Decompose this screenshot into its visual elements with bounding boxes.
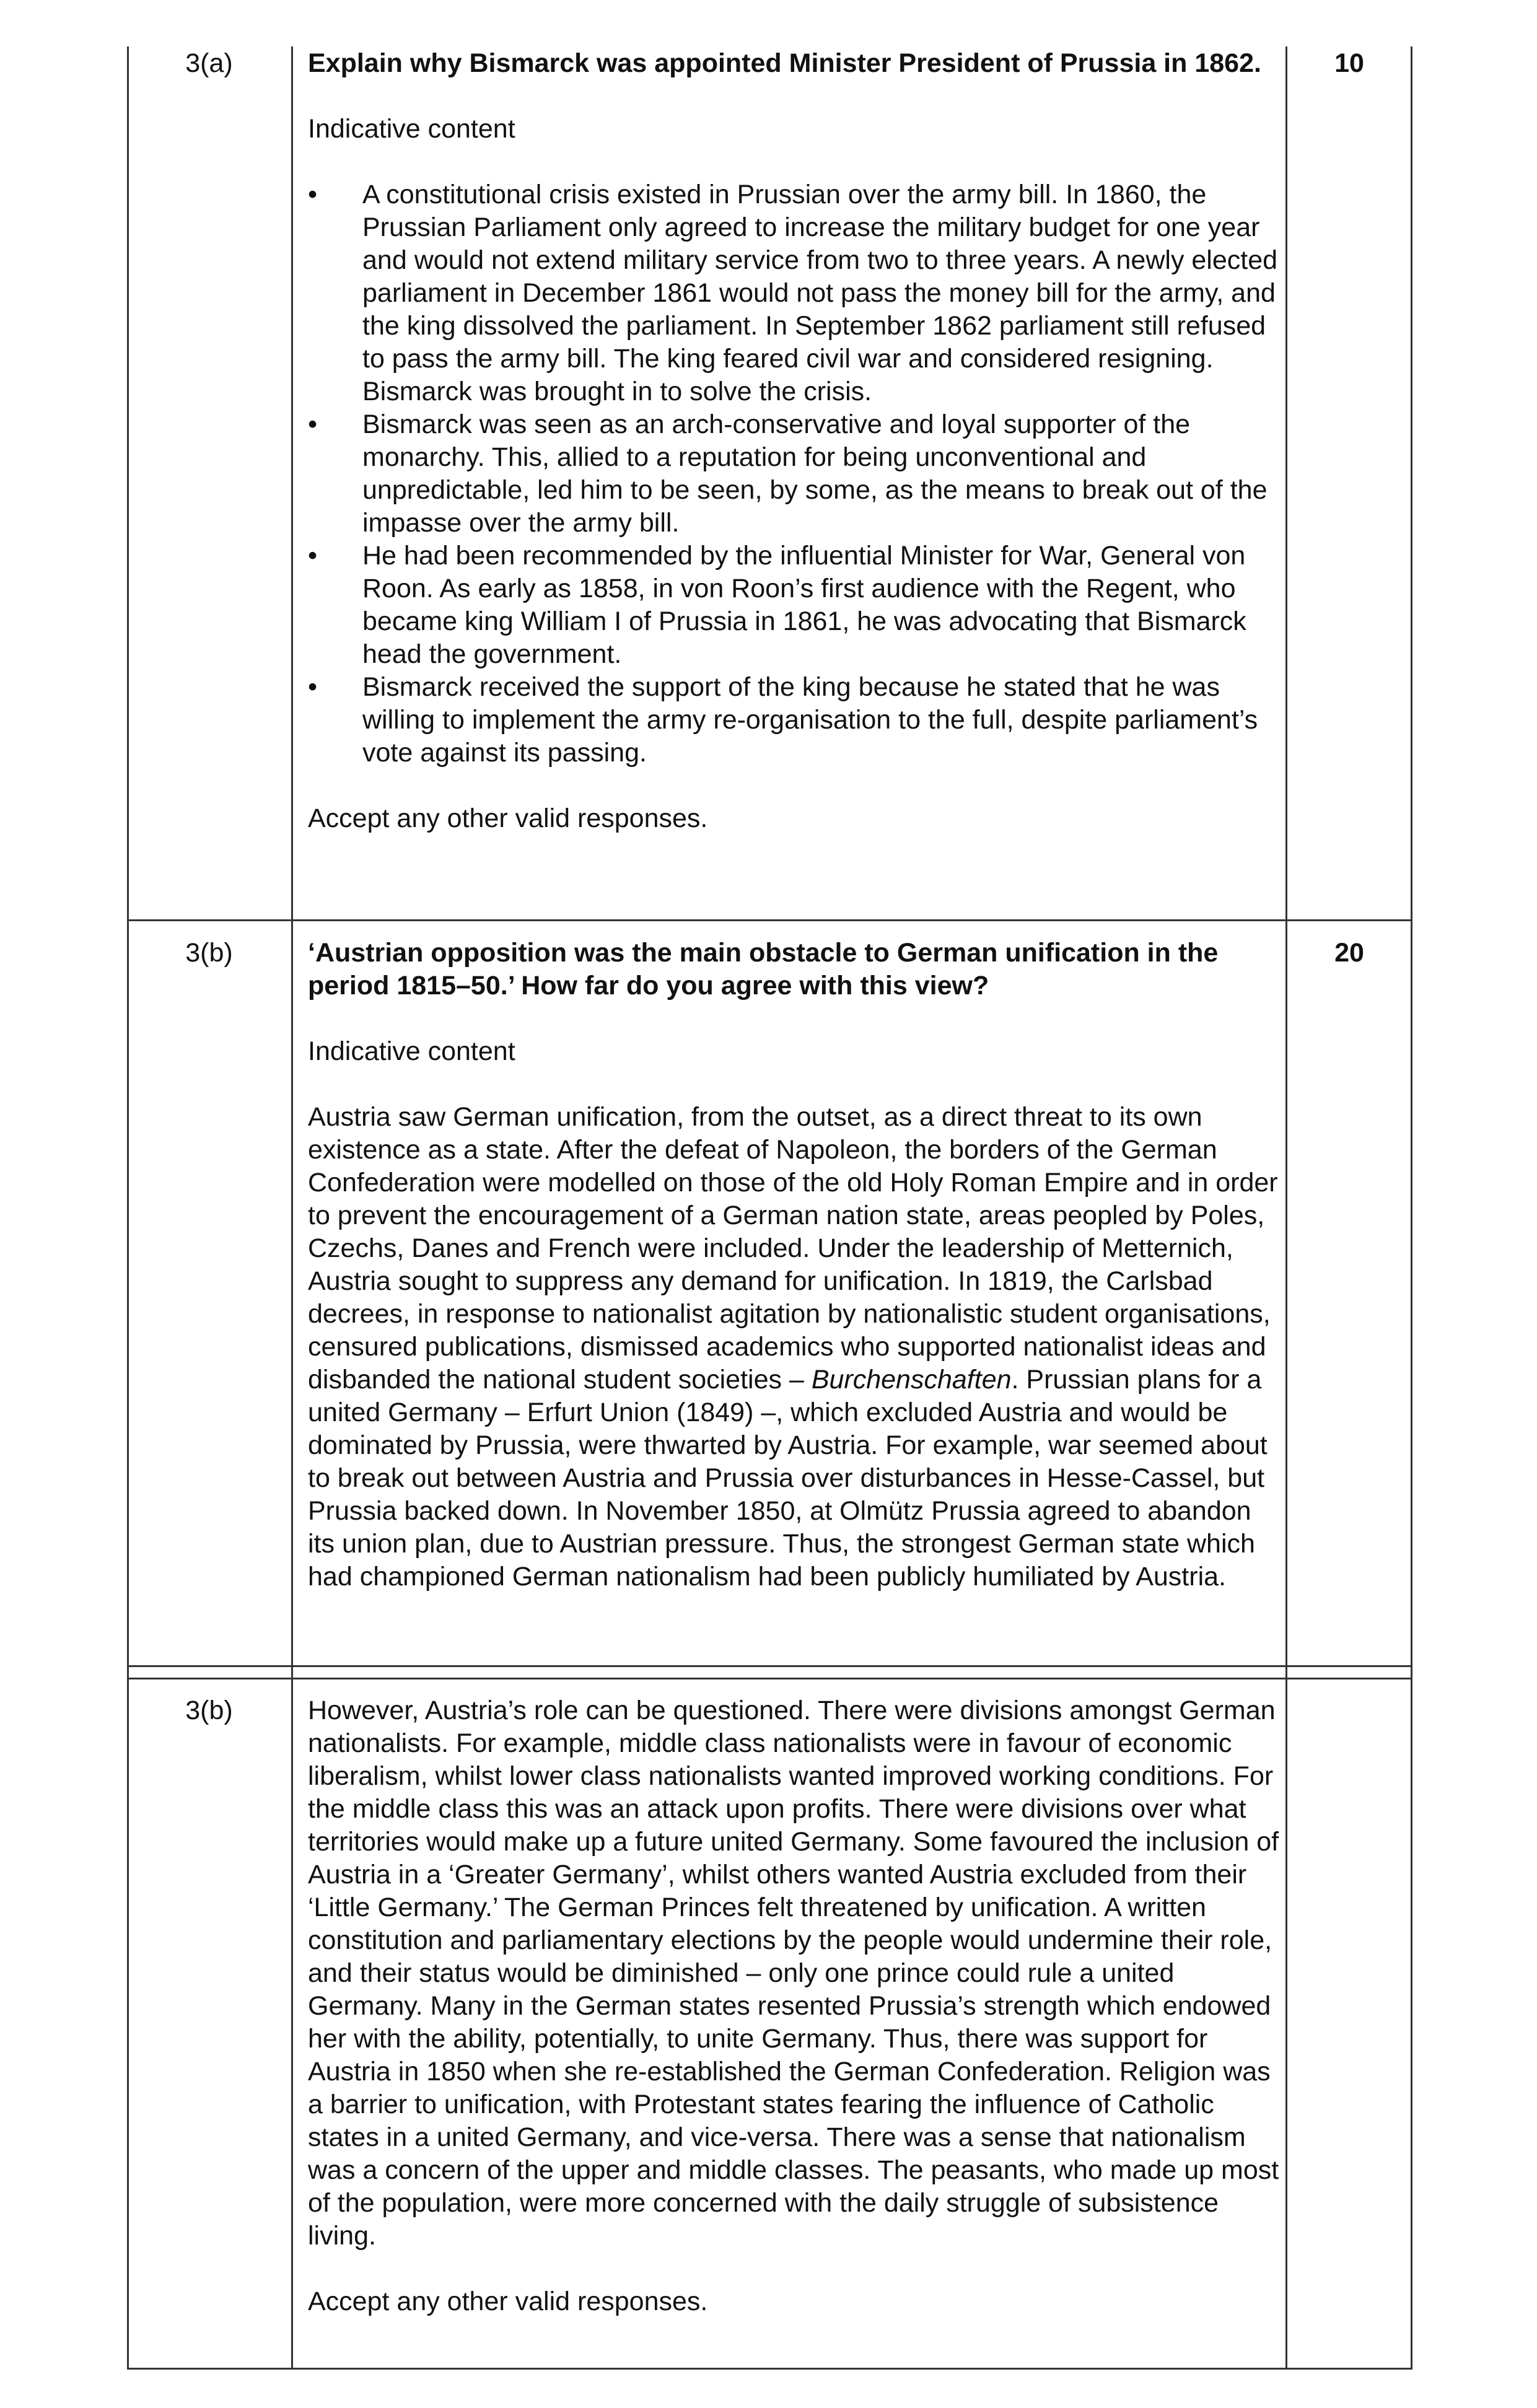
question-marks: 20 — [1334, 938, 1364, 968]
table-border-left — [127, 46, 129, 2370]
table-column-divider-2 — [1285, 46, 1287, 2370]
question-marks: 10 — [1334, 48, 1364, 78]
table-border-bottom — [127, 2368, 1412, 2370]
page-break-line-bottom — [127, 1678, 1412, 1679]
bullet-icon: • — [308, 672, 318, 702]
indicative-content-heading: Indicative content — [308, 1036, 515, 1066]
bullet-icon: • — [308, 180, 318, 209]
closing-note: Accept any other valid responses. — [308, 803, 708, 833]
list-item: • Bismarck received the support of the king because he stated that he was willing to implement the army re-organisation to the full, despite parliament’s vote against its passing. — [308, 672, 1258, 768]
indicative-bullet-list — [308, 178, 1281, 769]
bullet-icon: • — [308, 541, 318, 571]
closing-note: Accept any other valid responses. — [308, 2287, 708, 2316]
indicative-paragraph: Austria saw German unification, from the outset, as a direct threat to its own existence as a state. After the defeat of Napoleon, the borders of the German Confederation were modelled on those of the old Holy Roman Empire and in order to prevent the encouragement of a German nation state, areas peopled by Poles, Czechs, Danes and French were included. Under the leadership of Metternich, Austria sought to suppress any demand for unification. In 1819, the Carlsbad decrees, in response to nationalist agitation by nationalistic student organisations, censured publications, dismissed academics who supported nationalist ideas and disbanded the national student societies – Burchenschaften. Prussian plans for a united Germany – Erfurt Union (1849) –, which excluded Austria and would be dominated by Prussia, were thwarted by Austria. For example, war seemed about to break out between Austria and Prussia over disturbances in Hesse-Cassel, but Prussia backed down. In November 1850, at Olmütz Prussia agreed to abandon its union plan, due to Austrian pressure. Thus, the strongest German state which had championed German nationalism had been publicly humiliated by Austria. — [308, 1102, 1278, 1591]
row-divider — [127, 919, 1412, 921]
question-text: ‘Austrian opposition was the main obstacle to German unification in the period 1815–50.’ How far do you agree with this view? — [308, 938, 1219, 1000]
question-text: Explain why Bismarck was appointed Minister President of Prussia in 1862. — [308, 48, 1261, 78]
italic-term: Burchenschaften — [811, 1365, 1012, 1394]
indicative-paragraph: However, Austria’s role can be questioned. There were divisions amongst German nationalists. For example, middle class nationalists were in favour of economic liberalism, whilst lower class nationalists wanted improved working conditions. For the middle class this was an attack upon profits. There were divisions over what territories would make up a future united Germany. Some favoured the inclusion of Austria in a ‘Greater Germany’, whilst others wanted Austria excluded from their ‘Little Germany.’ The German Princes felt threatened by unification. A written constitution and parliamentary elections by the people would undermine their role, and their status would be diminished – only one prince could rule a united Germany. Many in the German states resented Prussia’s strength which endowed her with the ability, potentially, to unite Germany. Thus, there was support for Austria in 1850 when she re-established the German Confederation. Religion was a barrier to unification, with Protestant states fearing the influence of Catholic states in a united Germany, and vice-versa. There was a sense that nationalism was a concern of the upper and middle classes. The peasants, who made up most of the population, were more concerned with the daily struggle of subsistence living. — [308, 1696, 1279, 2251]
answer-guidance-3b-continued — [308, 1694, 1281, 2318]
question-number: 3(b) — [185, 1696, 233, 1725]
table-border-right — [1411, 46, 1412, 2370]
list-item: • A constitutional crisis existed in Prussian over the army bill. In 1860, the Prussian Parliament only agreed to increase the military budget for one year and would not extend military service from two to three years. A newly elected parliament in December 1861 would not pass the money bill for the army, and the king dissolved the parliament. In September 1862 parliament still refused to pass the army bill. The king feared civil war and considered resigning. Bismarck was brought in to solve the crisis. — [308, 180, 1278, 406]
list-item: • Bismarck was seen as an arch-conservative and loyal supporter of the monarchy. This, allied to a reputation for being unconventional and unpredictable, led him to be seen, by some, as the means to break out of the impasse over the army bill. — [308, 409, 1268, 538]
answer-guidance-3a — [308, 47, 1281, 835]
table-column-divider-1 — [291, 46, 293, 2370]
page-break-line-top — [127, 1665, 1412, 1667]
indicative-content-heading: Indicative content — [308, 114, 515, 144]
question-number: 3(a) — [185, 48, 233, 78]
list-item: • He had been recommended by the influential Minister for War, General von Roon. As early as 1858, in von Roon’s first audience with the Regent, who became king William I of Prussia in 1861, he was advocating that Bismarck head the government. — [308, 541, 1246, 669]
question-number: 3(b) — [185, 938, 233, 968]
answer-guidance-3b — [308, 937, 1281, 1593]
bullet-icon: • — [308, 409, 318, 439]
